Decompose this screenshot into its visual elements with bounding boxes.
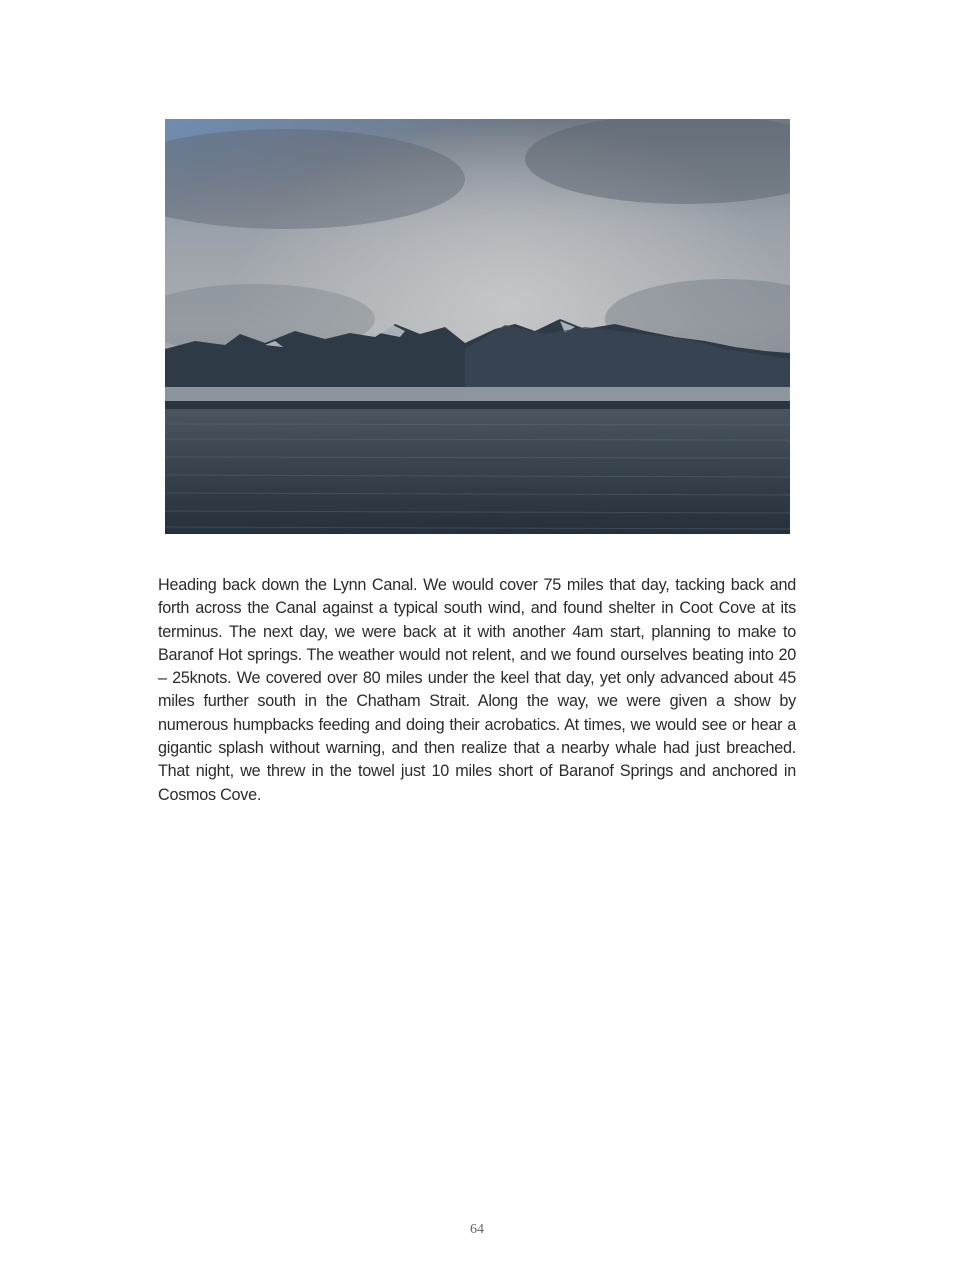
landscape-photo — [165, 119, 790, 534]
body-paragraph: Heading back down the Lynn Canal. We would cover 75 miles that day, tacking back and forth across the Canal against a typical south wind, and found shelter in Coot Cove at its terminus. The next day, we were back at it with another 4am start, planning to make to Baranof Hot springs. The weather would not relent, and we found ourselves beating into 20 – 25knots. We covered over 80 miles under the keel that day, yet only advanced about 45 miles further south in the Chatham Strait. Along the way, we were given a show by numerous humpbacks feeding and doing their acrobatics. At times, we would see or hear a gigantic splash without warning, and then realize that a nearby whale had just breached. That night, we threw in the towel just 10 miles short of Baranof Springs and anchored in Cosmos Cove. — [158, 576, 796, 804]
page-number: 64 — [470, 1222, 484, 1237]
photo-illustration — [165, 119, 790, 534]
